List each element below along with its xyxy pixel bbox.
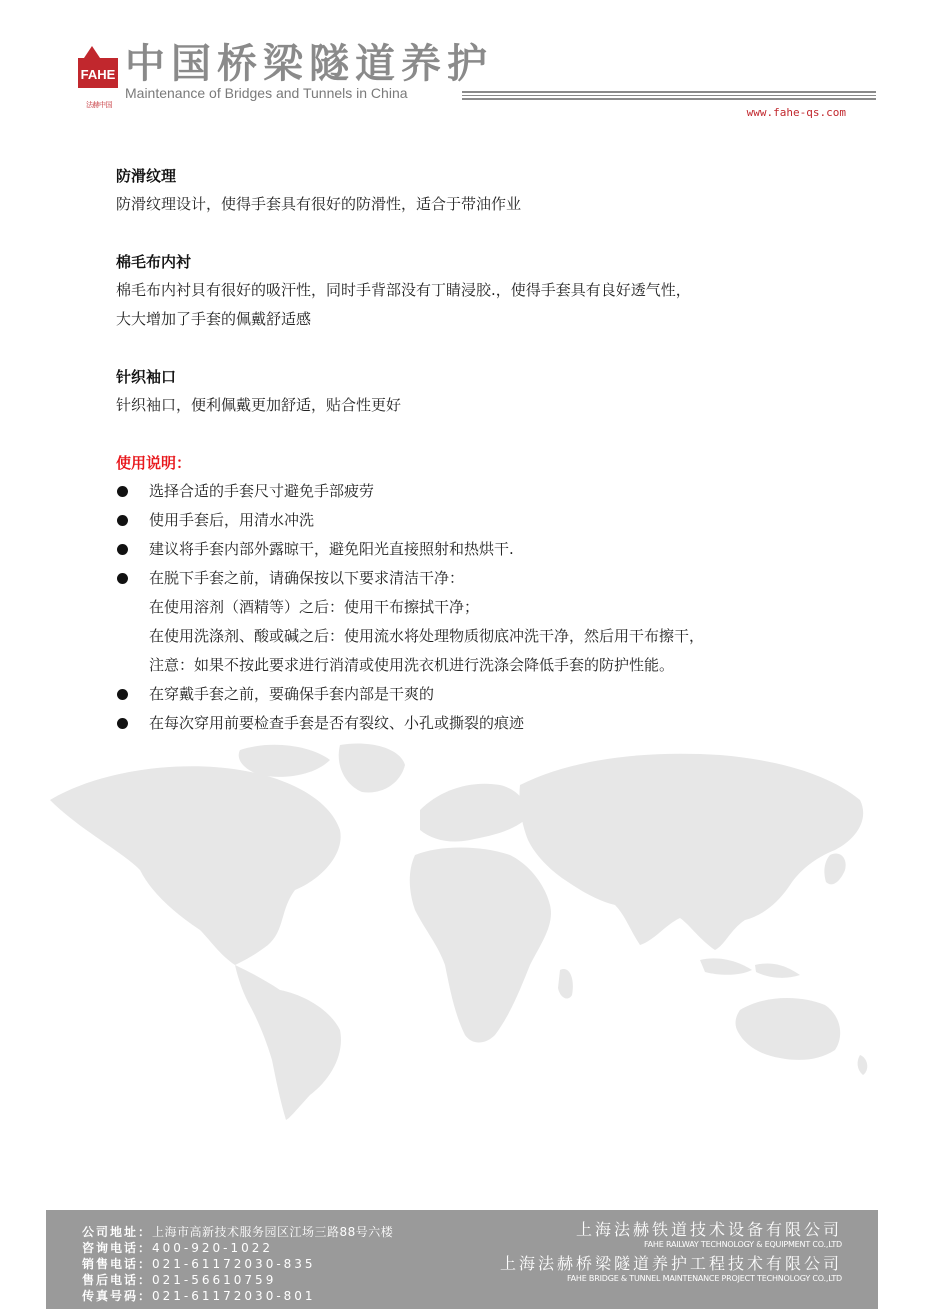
section-cotton-lining (116, 248, 836, 334)
text-line: 使用手套后，用清水冲洗 (149, 511, 315, 529)
usage-list (116, 477, 836, 738)
contact-fax (82, 1288, 393, 1304)
contact-label: 销售电话： (82, 1257, 153, 1271)
contact-label: 公司地址： (82, 1225, 153, 1239)
section-title: 针织袖口 (116, 368, 177, 386)
contact-aftersales-phone (82, 1272, 393, 1288)
text-line: 针织袖口，便利佩戴更加舒适，贴合性更好 (116, 396, 402, 414)
logo-subtext: 法赫中国 (86, 101, 112, 109)
fahe-logo-icon (78, 44, 118, 102)
contact-value: 021-56610759 (152, 1273, 277, 1287)
text-line: 防滑纹理设计，使得手套具有很好的防滑性，适合于带油作业 (116, 195, 522, 213)
document-body (116, 162, 836, 738)
section-anti-slip (116, 162, 836, 219)
company1-name-en: FAHE RAILWAY TECHNOLOGY & EQUIPMENT CO.,LTD (643, 1240, 842, 1249)
contact-value: 400-920-1022 (152, 1241, 274, 1255)
list-item (116, 477, 836, 506)
contact-sales-phone (82, 1256, 393, 1272)
section-text (116, 190, 836, 219)
page-footer (46, 1210, 878, 1309)
contact-label: 售后电话： (82, 1273, 153, 1287)
section-text (116, 276, 836, 334)
contact-consult-phone (82, 1240, 393, 1256)
text-line: 棉毛布内衬貝有很好的吸汗性，同时手背部没有丁睛浸胶.，使得手套具有良好透气性， (116, 281, 691, 299)
contact-value: 021-61172030-835 (152, 1257, 316, 1271)
text-line: 在穿戴手套之前，要确保手套内部是干爽的 (149, 685, 435, 703)
website-url[interactable]: www.fahe-qs.com (746, 106, 846, 119)
list-item (116, 506, 836, 535)
contact-address (82, 1224, 393, 1240)
contact-value: 021-61172030-801 (152, 1289, 316, 1303)
list-item (116, 680, 836, 709)
svg-text:FAHE: FAHE (80, 67, 116, 82)
text-line: 选择合适的手套尺寸避免手部疲劳 (149, 482, 375, 500)
text-line: 注意：如果不按此要求进行消清或使用洗衣机进行洗涤会降低手套的防护性能。 (149, 656, 675, 674)
list-item (116, 564, 836, 680)
usage-title: 使用说明： (116, 454, 192, 472)
text-line: 在脱下手套之前，请确保按以下要求清洁干净： (149, 569, 465, 587)
list-item (116, 535, 836, 564)
text-line: 在使用溶剂（酒精等）之后：使用干布擦拭干净； (149, 598, 480, 616)
page-subtitle: Maintenance of Bridges and Tunnels in China (125, 85, 408, 101)
contact-value: 上海市高新技术服务园区江场三路88号六楼 (152, 1225, 394, 1239)
company-names (500, 1220, 842, 1288)
text-line: 在每次穿用前要检查手套是否有裂纹、小孔或撕裂的痕迹 (149, 714, 525, 732)
section-title: 棉毛布内衬 (116, 253, 192, 271)
section-title: 防滑纹理 (116, 167, 177, 185)
list-item (116, 709, 836, 738)
company2-name-cn: 上海法赫桥梁隧道养护工程技术有限公司 (499, 1254, 842, 1273)
section-knit-cuff (116, 363, 836, 420)
contact-label: 传真号码： (82, 1289, 153, 1303)
page-header (0, 0, 926, 140)
text-line: 大大增加了手套的佩戴舒适感 (116, 310, 312, 328)
text-line: 在使用洗涤剂、酸或碱之后：使用流水将处理物质彻底冲洗干净，然后用干布擦干， (149, 627, 705, 645)
page-title: 中国桥梁隧道养护 (125, 41, 493, 87)
section-text (116, 391, 836, 420)
text-line: 建议将手套内部外露晾干，避免阳光直接照射和热烘干. (149, 540, 514, 558)
company1-name-cn: 上海法赫铁道技术设备有限公司 (575, 1220, 842, 1239)
usage-instructions (116, 449, 836, 738)
header-rule-lines (462, 91, 876, 101)
company2-name-en: FAHE BRIDGE & TUNNEL MAINTENANCE PROJECT TECHNOLOGY CO.,LTD (566, 1274, 842, 1283)
contact-info (82, 1224, 393, 1304)
world-map-watermark (40, 740, 890, 1120)
contact-label: 咨询电话： (82, 1241, 153, 1255)
